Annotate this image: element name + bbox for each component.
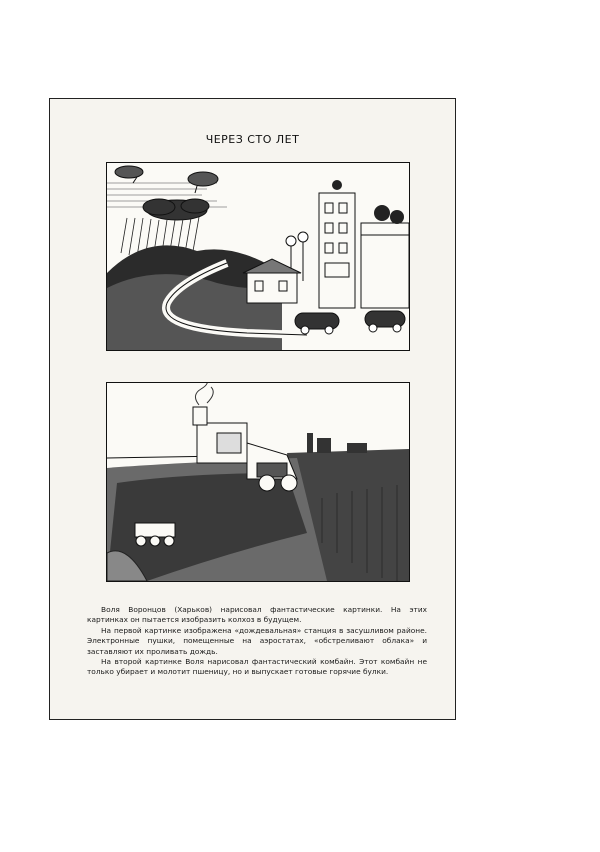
caption-paragraph-2: На первой картинке изображена «дождевальная» станция в засушливом районе. Электронные пушки, помещенные на аэростатах, «обстреливают облака» и заставляют их проливать дождь. [87,625,427,656]
distant-factory [307,433,367,453]
car-left [295,313,339,334]
blimp-right [188,172,218,193]
blimp-left [115,166,143,183]
page-title: ЧЕРЕЗ СТО ЛЕТ [205,133,300,146]
small-vehicle [135,523,175,546]
smoke [195,383,213,405]
rain-cloud [143,199,209,220]
combine-drawing [107,383,409,581]
caption-paragraph-1: Воля Воронцов (Харьков) нарисовал фантастические картинки. На этих картинках он пытается изобразить колхоз в будущем. [87,605,427,625]
car-right [365,311,405,332]
caption [87,605,427,678]
caption-paragraph-3: На второй картинке Воля нарисовал фантастический комбайн. Этот комбайн не только убирает и молотит пшеницу, но и выпускает готовые горячие булки. [87,657,427,677]
rain-station-drawing [107,163,409,350]
illustration-combine [106,382,410,582]
illustration-rain-station [106,162,410,351]
book-page [49,98,456,720]
